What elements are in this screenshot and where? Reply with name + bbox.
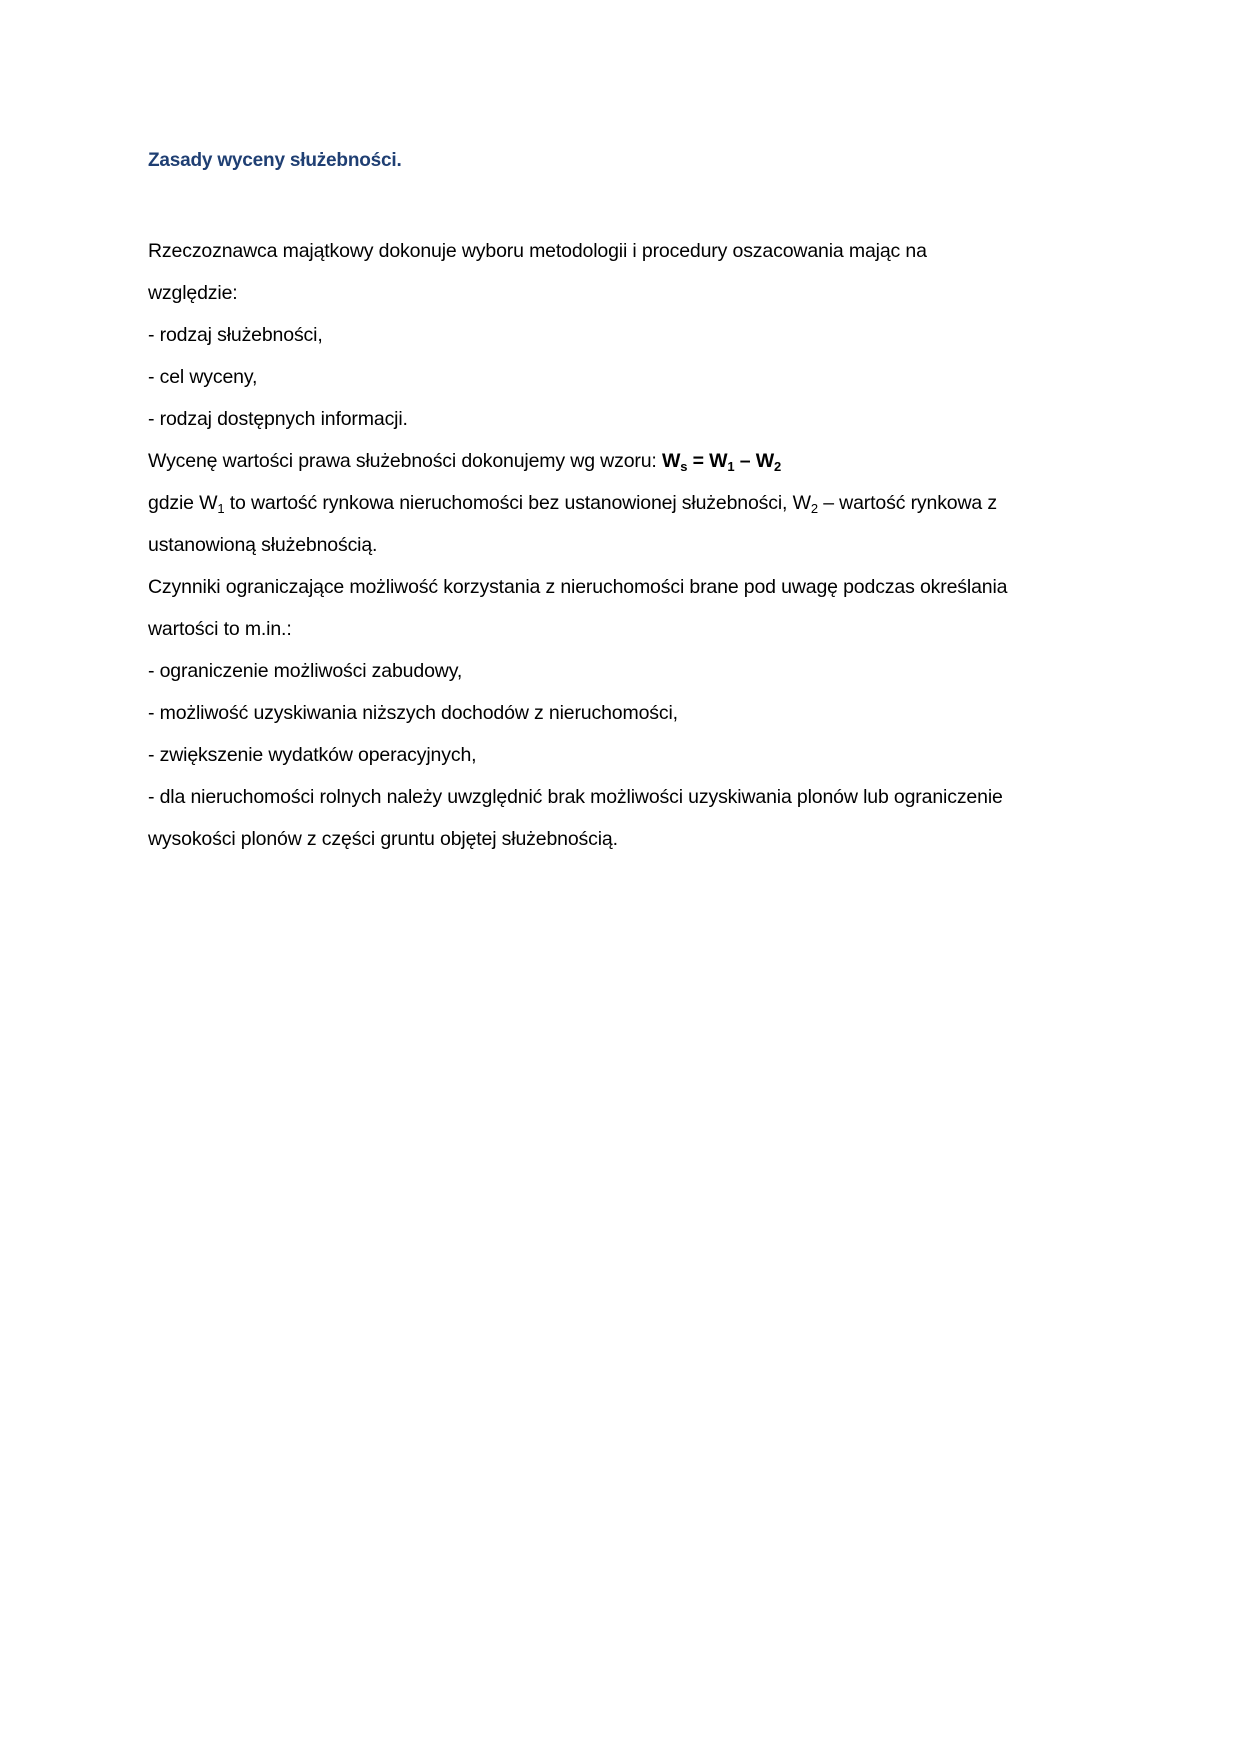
formula-equals: = — [687, 450, 710, 472]
list-item-building-limit: - ograniczenie możliwości zabudowy, — [148, 660, 463, 682]
formula-w1: W — [709, 450, 728, 472]
where-end: – wartość rynkowa z — [817, 492, 997, 514]
formula-intro: Wycenę wartości prawa służebności dokonujemy wg wzoru: — [148, 450, 662, 472]
list-item-valuation-purpose: - cel wyceny, — [148, 366, 258, 388]
formula-w2: W — [755, 450, 774, 472]
formula-ws: W — [661, 450, 681, 472]
list-item-information-type: - rodzaj dostępnych informacji. — [148, 408, 408, 430]
where-prefix: gdzie W — [148, 492, 218, 514]
formula-ws-sub: s — [680, 459, 688, 474]
document-body — [148, 230, 1108, 860]
list-item-agricultural: - dla nieruchomości rolnych należy uwzględnić brak możliwości uzyskiwania plonów lub ograniczenie — [148, 786, 1003, 808]
formula-w1-sub: 1 — [727, 459, 735, 474]
formula — [662, 450, 781, 472]
document-heading: Zasady wyceny służebności. — [148, 150, 402, 171]
intro-line-2: względzie: — [148, 282, 238, 304]
formula-w2-sub: 2 — [773, 459, 782, 474]
factors-line-1: Czynniki ograniczające możliwość korzystania z nieruchomości brane pod uwagę podczas określania — [148, 576, 1008, 598]
formula-minus: – — [734, 450, 756, 472]
last-line: wysokości plonów z części gruntu objętej służebnością. — [148, 828, 618, 850]
formula-explanation-line-2: ustanowioną służebnością. — [148, 534, 378, 556]
formula-explanation-line-1 — [148, 482, 1108, 524]
list-item-servitude-type: - rodzaj służebności, — [148, 324, 323, 346]
where-w2-sub: 2 — [810, 501, 818, 516]
factors-line-2: wartości to m.in.: — [148, 618, 292, 640]
list-item-operating-costs: - zwiększenie wydatków operacyjnych, — [148, 744, 477, 766]
intro-line-1: Rzeczoznawca majątkowy dokonuje wyboru metodologii i procedury oszacowania mając na — [148, 240, 927, 262]
where-w1-sub: 1 — [217, 501, 225, 516]
list-item-lower-income: - możliwość uzyskiwania niższych dochodów z nieruchomości, — [148, 702, 678, 724]
formula-line — [148, 440, 1108, 482]
where-mid: to wartość rynkowa nieruchomości bez ustanowionej służebności, W — [224, 492, 811, 514]
